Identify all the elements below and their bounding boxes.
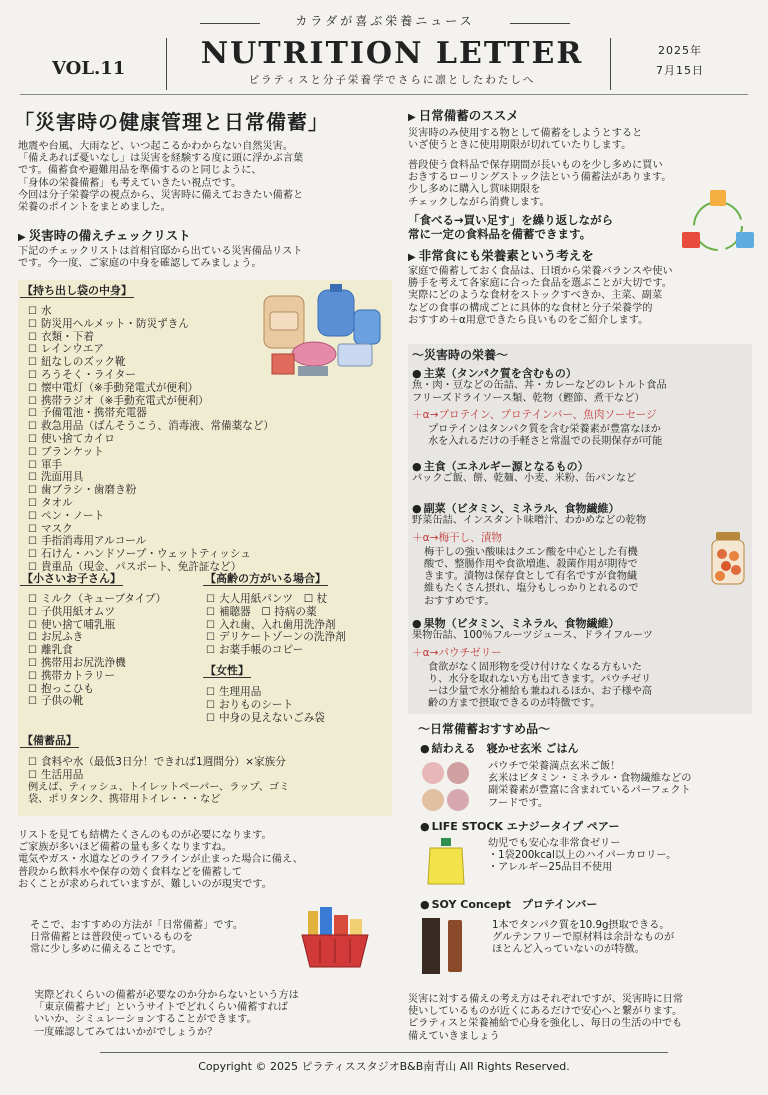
fruit-section	[412, 617, 748, 711]
nutrition-heading: ▶ 非常食にも栄養素という考えを	[408, 248, 748, 264]
header-rule	[20, 94, 748, 95]
fruit-plus: ＋α→パウチゼリー	[412, 646, 502, 659]
side-dish-section	[412, 502, 748, 608]
product-description-line: 1本でタンパク質を10.9g摂取できる。	[492, 920, 670, 931]
checklist-item[interactable]: ☐ レインウエア	[28, 343, 328, 356]
product-item	[420, 898, 750, 911]
summary-paragraph	[18, 830, 388, 891]
side-dish-note: きます。漬物は保存食として有名ですが食物繊	[424, 571, 638, 583]
navi-line: 「東京備蓄ナビ」というサイトでどれくらい備蓄すれば	[34, 1002, 288, 1014]
intro-line: 栄養のポイントをまとめました。	[18, 202, 171, 214]
header-divider-left	[166, 38, 167, 90]
checklist-item[interactable]: ☐ 紐なしのズック靴	[28, 356, 328, 369]
checklist-item[interactable]: ☐ 子供用紙オムツ	[28, 606, 208, 619]
checklist-item[interactable]: ☐ ブランケット	[28, 446, 328, 459]
susume-highlight-line: 「食べる→買い足す」を繰り返しながら	[408, 213, 614, 227]
checklist-item[interactable]: ☐ 生理用品	[206, 686, 390, 699]
product-name: ● SOY Concept プロテインバー	[420, 898, 750, 911]
product-description-line: グルテンフリーで原材料は余計なものが	[492, 932, 675, 944]
susume-line: 災害時のみ使用する物として備蓄をしようとすると	[408, 128, 643, 139]
product-item	[420, 820, 750, 833]
disaster-nutrition-title: ～災害時の栄養～	[412, 348, 509, 362]
checklist-item[interactable]: ☐ 大人用紙パンツ ☐ 杖	[206, 593, 390, 606]
nutrition-paragraph	[408, 266, 748, 327]
susume-heading: ▶ 日常備蓄のススメ	[408, 108, 748, 124]
main-dish-section	[412, 367, 748, 448]
main-title: 「災害時の健康管理と日常備蓄」	[14, 110, 329, 134]
product-name: ● 結わえる 寝かせ玄米 ごはん	[420, 742, 750, 755]
side-dish-note: 梅干しの強い酸味はクエン酸を中心とした有機	[424, 546, 638, 558]
checklist-item[interactable]: ☐ 軍手	[28, 459, 328, 472]
checklist-item[interactable]: ☐ 携帯用お尻洗浄機	[28, 657, 208, 670]
susume-paragraph-1	[408, 128, 748, 152]
copyright-footer: Copyright © 2025 ピラティススタジオB&B南青山 All Rights Reserved.	[198, 1060, 570, 1073]
intro-line: 「備えあれば憂いなし」は災害を経験する度に頭に浮かぶ言葉	[18, 153, 304, 165]
fruit-note: り、水分を取れない方も出てきます。パウチゼリ	[428, 673, 652, 685]
product-description-line: ほとんど入っていないのが特徴。	[492, 944, 645, 956]
checklist-item[interactable]: ☐ 予備電池・携帯充電器	[28, 407, 328, 420]
brown-rice-pouch-illustration	[420, 760, 472, 816]
stock-note	[28, 782, 388, 806]
checklist-item[interactable]: ☐ 携帯カトラリー	[28, 670, 208, 683]
recommend-line: 日常備蓄とは普段使っているものを	[30, 932, 193, 944]
checklist-item[interactable]: ☐ 携帯ラジオ（※手動充電式が便利）	[28, 395, 328, 408]
checklist-item[interactable]: ☐ 使い捨て哺乳瓶	[28, 619, 208, 632]
recommend-line: そこで、おすすめの方法が「日常備蓄」です。	[30, 920, 244, 931]
product-description-line: ・アレルギー25品目不使用	[488, 862, 613, 874]
summary-line: 普段から飲料水や保存の効く食料などを備蓄して	[18, 866, 243, 878]
checklist-item[interactable]: ☐ マスク	[28, 523, 328, 536]
summary-line: リストを見ても結構たくさんのものが必要になります。	[18, 830, 272, 841]
susume-highlight-line: 常に一定の食料品を備蓄できます。	[408, 227, 592, 242]
staple-heading: ● 主食（エネルギー源となるもの）	[412, 460, 748, 473]
checklist-item[interactable]: ☐ ペン・ノート	[28, 510, 328, 523]
intro-line: 今回は分子栄養学の視点から、災害時に備えておきたい備蓄と	[18, 189, 304, 201]
checklist-item[interactable]: ☐ 使い捨てカイロ	[28, 433, 328, 446]
intro-line: 地震や台風、大雨など、いつ起こるかわからない自然災害。	[18, 141, 294, 152]
checklist-item[interactable]: ☐ 子供の靴	[28, 695, 208, 708]
recommend-products-title: ～日常備蓄おすすめ品～	[418, 722, 551, 736]
side-dish-note: 酸で、整腸作用や食欲増進、殺菌作用が期待で	[424, 558, 638, 570]
intro-line: です。備蓄食や避難用品を準備するのと同じように、	[18, 165, 262, 177]
product-description-line: 副栄養素が豊富に含まれているパーフェクト	[488, 785, 691, 797]
stock-checklist	[28, 756, 388, 782]
women-heading-label: 【女性】	[205, 664, 249, 677]
checklist-item[interactable]: ☐ 救急用品（ばんそうこう、消毒液、常備薬など）	[28, 420, 328, 433]
side-dish-plus: ＋α→梅干し、漬物	[412, 531, 503, 544]
main-dish-note: プロテインはタンパク質を含む栄養素が豊富なほか	[428, 423, 661, 435]
header-divider-right	[610, 38, 611, 90]
checklist-item[interactable]: ☐ 歯ブラシ・歯磨き粉	[28, 484, 328, 497]
closing-line: ピラティスと栄養補給で心身を強化し、毎日の生活の中でも	[408, 1018, 683, 1030]
checklist-item[interactable]: ☐ 離乳食	[28, 644, 208, 657]
staple-line: パックご飯、餅、乾麺、小麦、米粉、缶パンなど	[412, 473, 637, 485]
side-dish-heading: ● 副菜（ビタミン、ミネラル、食物繊維）	[412, 502, 748, 515]
header-tagline-bar	[200, 14, 570, 32]
fruit-line: 果物缶詰、100％フルーツジュース、ドライフルーツ	[412, 630, 653, 642]
checklist-heading: ▶ 災害時の備えチェックリスト	[18, 228, 388, 244]
product-description-line: パウチで栄養満点玄米ご飯！	[488, 761, 621, 772]
checklist-intro	[18, 246, 388, 270]
product-description	[492, 920, 750, 957]
closing-line: 災害に対する備えの考え方はそれぞれですが、災害時に日常	[408, 994, 684, 1005]
issue-year: 2025年	[658, 44, 702, 57]
checklist-item[interactable]: ☐ 水	[28, 305, 328, 318]
summary-line: ご家族が多いほど備蓄の量も多くなりますね。	[18, 842, 232, 854]
emergency-supplies-illustration	[258, 282, 386, 382]
checklist-item[interactable]: ☐ ろうそく・ライター	[28, 369, 328, 382]
closing-line: 使いしているものが近くにあるだけで安心へと繋がります。	[408, 1006, 683, 1018]
checklist-item[interactable]: ☐ 石けん・ハンドソープ・ウェットティッシュ	[28, 548, 328, 561]
main-dish-line: 魚・肉・豆などの缶詰、丼・カレーなどのレトルト食品	[412, 380, 667, 392]
nutrition-line: おすすめ＋α用意できたら良いものをご紹介します。	[408, 314, 649, 326]
recommend-line: 常に少し多めに備えることです。	[30, 944, 182, 956]
side-dish-note: おすすめです。	[424, 595, 495, 607]
recommend-paragraph	[30, 920, 300, 957]
issue-date: 7月15日	[656, 64, 704, 77]
product-item	[420, 742, 750, 755]
checklist-item[interactable]: ☐ 食料や水（最低3日分！できれば1週間分）×家族分	[28, 756, 388, 769]
bag-heading	[20, 284, 134, 298]
checklist-item[interactable]: ☐ 入れ歯、入れ歯用洗浄剤	[206, 619, 390, 632]
navi-line: 実際どれくらいの備蓄が必要なのか分からないという方は	[34, 990, 299, 1001]
checklist-item[interactable]: ☐ 補聴器 ☐ 持病の薬	[206, 606, 390, 619]
shopping-basket-illustration	[298, 905, 372, 971]
volume-number: VOL.11	[52, 58, 126, 79]
navi-line: 一度確認してみてはいかがでしょうか？	[34, 1026, 218, 1038]
main-dish-note: 水を入れるだけの手軽さと常温での長期保存が可能	[428, 436, 663, 448]
kids-heading	[20, 572, 123, 586]
checklist-item[interactable]: ☐ 洗面用具	[28, 471, 328, 484]
checklist-item[interactable]: ☐ お尻ふき	[28, 631, 208, 644]
side-dish-note: 維もたくさん摂れ、塩分もしっかりとれるので	[424, 583, 639, 595]
checklist-item[interactable]: ☐ 生活用品	[28, 769, 388, 782]
product-description-line: フードです。	[488, 797, 549, 809]
nutrition-line: 実際にどのような食材をストックすべきか、主菜、副菜	[408, 290, 663, 302]
fruit-heading: ● 果物（ビタミン、ミネラル、食物繊維）	[412, 617, 748, 630]
fruit-note: 食欲がなく固形物を受け付けなくなる方もいた	[428, 661, 642, 673]
stock-heading-label: 【備蓄品】	[22, 734, 77, 747]
intro-paragraph	[18, 141, 388, 214]
staple-section	[412, 460, 748, 486]
product-description-line: ・1袋200kcal以上のハイパーカロリー。	[488, 850, 677, 862]
navi-paragraph	[34, 990, 384, 1039]
fruit-note: ーは少量で水分補給も兼ねれるほか、お子様や高	[428, 686, 653, 698]
main-dish-heading: ● 主菜（タンパク質を含むもの）	[412, 367, 748, 380]
checklist-item[interactable]: ☐ お薬手帳のコピー	[206, 644, 390, 657]
checklist-item[interactable]: ☐ 貴重品（現金、パスポート、免許証など）	[28, 561, 328, 574]
checklist-item[interactable]: ☐ 中身の見えないごみ袋	[206, 712, 390, 725]
newsletter-title: NUTRITION LETTER	[200, 36, 584, 71]
intro-line: 「身体の栄養備蓄」も考えていきたい視点です。	[18, 177, 242, 189]
elderly-heading	[203, 572, 328, 586]
susume-line: 少し多めに購入し賞味期限を	[408, 184, 541, 196]
checklist-item[interactable]: ☐ デリケートゾーンの洗浄剤	[206, 631, 390, 644]
summary-line: 電気やガス・水道などのライフラインが止まった場合に備え、	[18, 854, 303, 866]
protein-bar-illustration	[420, 916, 470, 976]
susume-line: おきするローリングストック法という備蓄法があります。	[408, 172, 672, 184]
kids-heading-label: 【小さいお子さん】	[22, 572, 121, 585]
fruit-note: 齢の方まで摂取できるのが特徴です。	[428, 698, 601, 710]
navi-line: いいか、シミュレーションすることができます。	[34, 1014, 257, 1026]
checklist-item[interactable]: ☐ タオル	[28, 497, 328, 510]
main-dish-line: フリーズドライソース類、乾物（鰹節、煮干など）	[412, 392, 645, 404]
nutrition-line: 勝手を考えて各家庭に合った食品を選ぶことが大切です。	[408, 278, 673, 290]
checklist-item[interactable]: ☐ ミルク（キューブタイプ）	[28, 593, 208, 606]
tagline-rule-left	[200, 23, 260, 24]
nutrition-line: などの食事の構成ごとに具体的な食材と分子栄養学的	[408, 302, 653, 314]
susume-line: 普段使う食料品で保存期間が長いものを少し多めに買い	[408, 160, 663, 171]
nutrition-line: 家庭で備蓄しておく食品は、日頃から栄養バランスや使い	[408, 266, 673, 277]
checklist-item[interactable]: ☐ 防災用ヘルメット・防災ずきん	[28, 318, 328, 331]
product-description-line: 幼児でも安心な非常食ゼリー	[488, 838, 621, 849]
checklist-item[interactable]: ☐ おりものシート	[206, 699, 390, 712]
kids-checklist	[28, 593, 208, 708]
footer-rule	[100, 1052, 668, 1053]
stock-heading	[20, 734, 79, 748]
checklist-item[interactable]: ☐ 手指消毒用アルコール	[28, 535, 328, 548]
susume-line: チェックしながら消費します。	[408, 196, 550, 208]
women-heading	[203, 664, 251, 678]
newsletter-subtitle: ピラティスと分子栄養学でさらに凛としたわたしへ	[248, 74, 536, 86]
stock-note-line: 例えば、ティッシュ、トイレットペーパー、ラップ、ゴミ	[28, 782, 290, 793]
jelly-pouch-illustration	[424, 838, 468, 888]
checklist-intro-line: です。今一度、ご家庭の中身を確認してみましょう。	[18, 258, 262, 270]
umeboshi-jar-illustration	[708, 530, 748, 586]
elderly-heading-label: 【高齢の方がいる場合】	[205, 572, 326, 585]
side-dish-line: 野菜缶詰、インスタント味噌汁、わかめなどの乾物	[412, 515, 647, 527]
product-name: ● LIFE STOCK エナジータイプ ペアー	[420, 820, 750, 833]
checklist-item[interactable]: ☐ 懐中電灯（※手動発電式が便利）	[28, 382, 328, 395]
stock-note-line: 袋、ポリタンク、携帯用トイレ・・・など	[28, 794, 221, 806]
checklist-intro-line: 下記のチェックリストは首相官邸から出ている災害備品リスト	[18, 246, 303, 257]
product-description	[488, 838, 750, 875]
main-dish-plus: ＋α→プロテイン、プロテインバー、魚肉ソーセージ	[412, 408, 657, 421]
closing-line: 備えていきましょう	[408, 1030, 500, 1042]
product-description-line: 玄米はビタミン・ミネラル・食物繊維などの	[488, 773, 692, 785]
checklist-item[interactable]: ☐ 衣類・下着	[28, 331, 328, 344]
header-tagline: カラダが喜ぶ栄養ニュース	[295, 14, 475, 28]
bag-heading-label: 【持ち出し袋の中身】	[22, 284, 132, 297]
women-checklist	[206, 686, 390, 724]
tagline-rule-right	[510, 23, 570, 24]
susume-line: いざ使うときに使用期限が切れていたりします。	[408, 140, 632, 152]
checklist-item[interactable]: ☐ 抱っこひも	[28, 683, 208, 696]
summary-line: おくことが求められていますが、難しいのが現実です。	[18, 878, 272, 890]
product-description	[488, 761, 750, 810]
closing-paragraph	[408, 994, 752, 1043]
elderly-checklist	[206, 593, 390, 657]
